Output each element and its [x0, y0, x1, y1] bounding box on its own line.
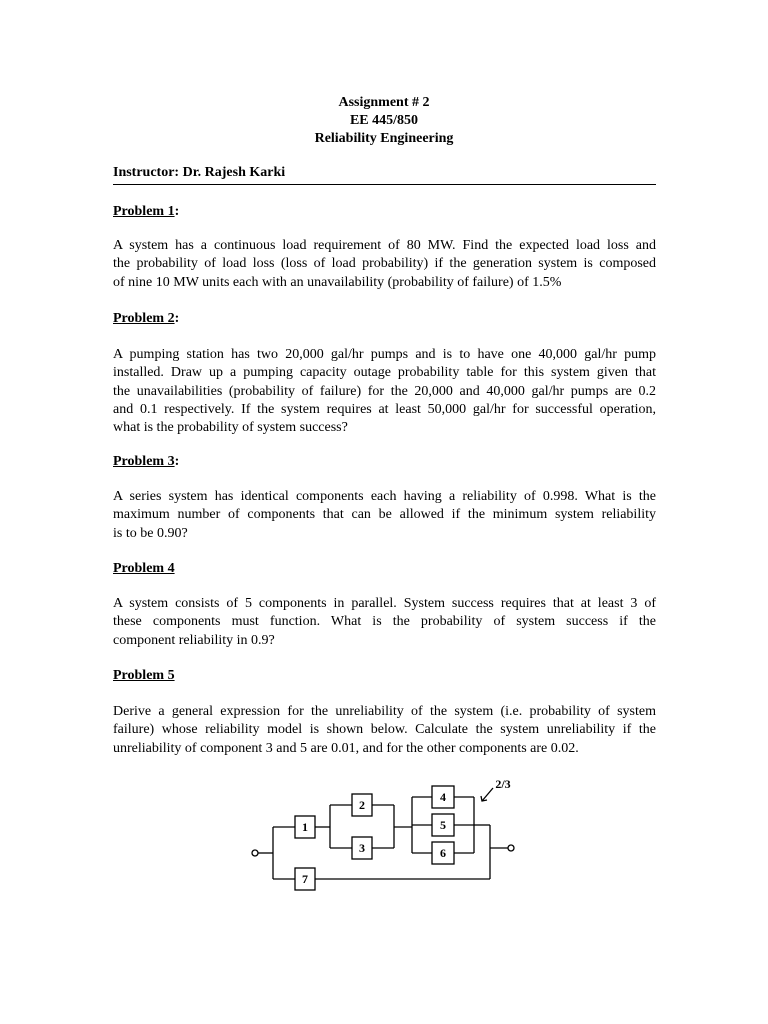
problem-4-text: A system consists of 5 components in parallel. System success requires that at least 3 of these components must function. What is the probability of system success if the component reliability in 0.9?: [113, 596, 656, 648]
input-terminal: [252, 850, 258, 856]
component-label-1: 1: [302, 820, 308, 834]
problem-2-heading: Problem 2:: [113, 311, 180, 326]
component-label-7: 7: [302, 872, 308, 886]
component-label-5: 5: [440, 818, 446, 832]
component-label-4: 4: [440, 790, 446, 804]
component-label-2: 2: [359, 798, 365, 812]
problem-3-heading: Problem 3:: [113, 454, 180, 469]
course-subject: Reliability Engineering: [314, 131, 454, 146]
output-terminal: [508, 845, 514, 851]
problem-4-heading: Problem 4: [113, 561, 175, 576]
instructor-line: Instructor: Dr. Rajesh Karki: [113, 165, 286, 180]
component-label-3: 3: [359, 841, 365, 855]
problem-1-heading: Problem 1:: [113, 204, 180, 219]
problem-2-text: A pumping station has two 20,000 gal/hr pumps and is to have one 40,000 gal/hr pump installed. Draw up a pumping capacity outage probability table for this system given that the unavailabilities (probability of failure) for the 20,000 and 40,000 gal/hr pumps are 0.2 and 0.1 respectively. If the system requires at least 50,000 gal/hr for successful operation, what is the probability of system success?: [113, 347, 656, 436]
vote-label: 2/3: [495, 777, 511, 791]
problem-5-text: Derive a general expression for the unreliability of the system (i.e. probability of system failure) whose reliability model is shown below. Calculate the system unreliability if the unreliability of component 3 and 5 are 0.01, and for the other components are 0.02.: [113, 704, 656, 756]
problem-3-text: A series system has identical components each having a reliability of 0.998. What is the maximum number of components that can be allowed if the minimum system reliability is to be 0.90?: [113, 489, 656, 541]
assignment-title: Assignment # 2: [338, 95, 430, 110]
component-label-6: 6: [440, 846, 446, 860]
course-code: EE 445/850: [349, 113, 419, 128]
problem-1-text: A system has a continuous load requirement of 80 MW. Find the expected load loss and the probability of load loss (loss of load probability) if the generation system is composed of nine 10 MW units each with an unavailability (probability of failure) of 1.5%: [113, 238, 656, 290]
problem-5-heading: Problem 5: [113, 668, 175, 683]
